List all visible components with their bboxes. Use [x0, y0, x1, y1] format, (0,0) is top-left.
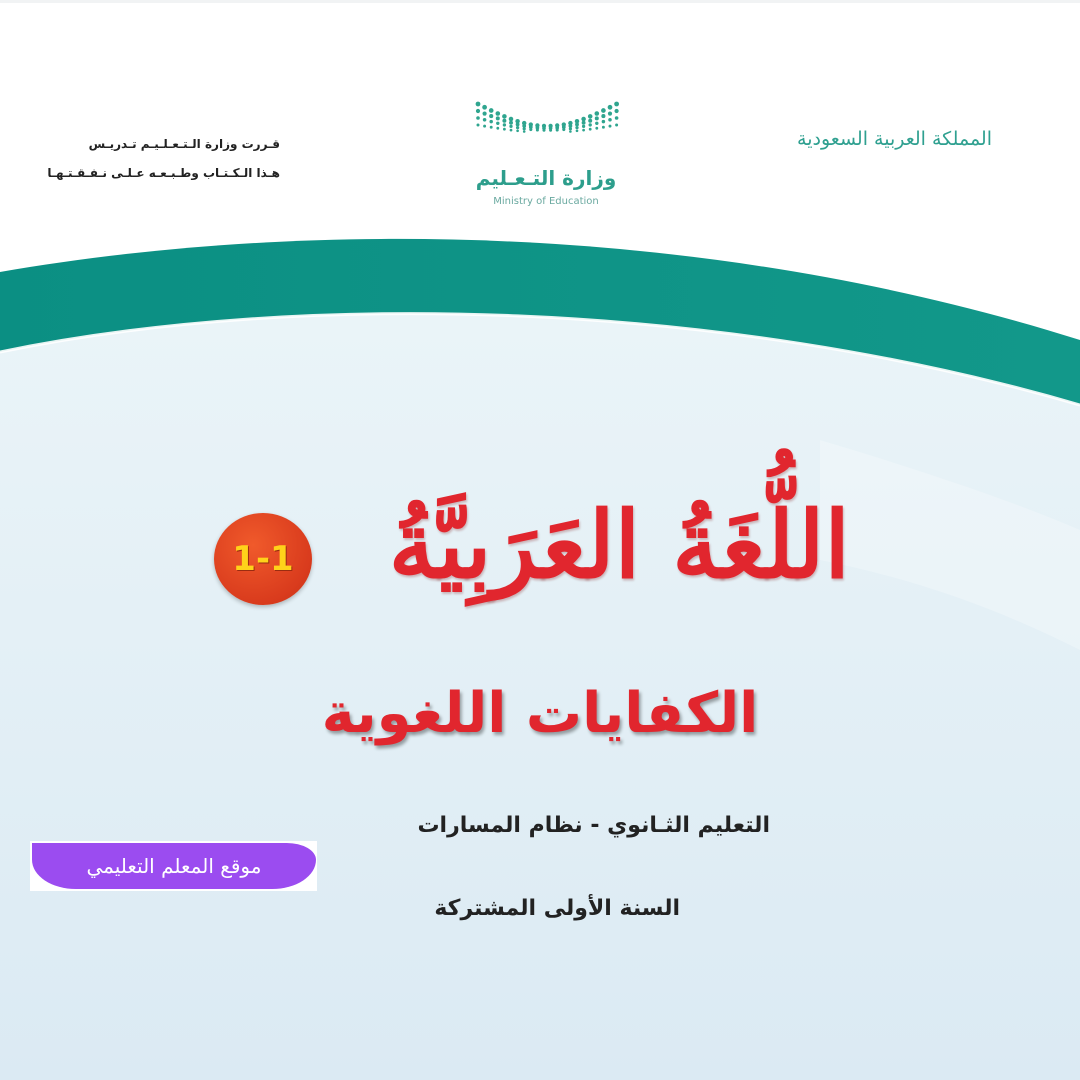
- logo-dot: [569, 130, 572, 133]
- logo-dot: [503, 123, 506, 126]
- logo-dot: [523, 130, 526, 133]
- logo-dot: [614, 102, 619, 107]
- logo-dot: [615, 116, 619, 120]
- part-number-badge: [214, 513, 312, 605]
- logo-dot: [595, 116, 599, 120]
- logo-dot: [516, 129, 519, 132]
- logo-dot: [575, 126, 578, 129]
- logo-dot: [608, 105, 613, 110]
- logo-dot: [569, 127, 572, 130]
- logo-dot: [523, 127, 526, 130]
- logo-dot: [576, 129, 579, 132]
- logo-dot: [588, 119, 592, 123]
- logo-dot: [489, 108, 494, 113]
- logo-dot: [495, 111, 500, 116]
- logo-dot: [496, 116, 500, 120]
- cover-background: [0, 230, 1080, 1080]
- logo-dot: [549, 129, 552, 132]
- approval-statement: [30, 130, 280, 188]
- logo-dot: [509, 121, 513, 125]
- logo-dot: [582, 121, 586, 125]
- logo-dot: [490, 126, 493, 129]
- logo-dot: [601, 114, 605, 118]
- logo-dot: [615, 124, 618, 127]
- logo-dot: [516, 126, 519, 129]
- logo-dot: [575, 122, 579, 126]
- logo-dot: [589, 123, 592, 126]
- logo-dot: [594, 111, 599, 116]
- ministry-name-en: Ministry of Education: [493, 196, 599, 207]
- book-title: اللُّغَةُ العَرَبِيَّةُ: [388, 491, 850, 599]
- logo-dot: [516, 122, 520, 126]
- logo-dot: [582, 129, 585, 132]
- logo-dot: [476, 116, 480, 120]
- logo-dot: [542, 129, 545, 132]
- logo-dot: [503, 128, 506, 131]
- logo-dot: [477, 124, 480, 127]
- logo-dot: [582, 125, 585, 128]
- logo-dot: [601, 108, 606, 113]
- logo-dot: [608, 112, 612, 116]
- logo-dot: [608, 118, 612, 122]
- watermark-badge[interactable]: [32, 843, 316, 889]
- ministry-name-ar: وزارة التـعـليم: [475, 166, 617, 190]
- logo-dot: [509, 117, 514, 122]
- logo-dot: [615, 109, 619, 113]
- part-number: 1-1: [232, 539, 294, 579]
- logo-dot: [595, 122, 598, 125]
- logo-dot: [536, 128, 539, 131]
- academic-year: السنة الأولى المشتركة: [434, 896, 680, 921]
- logo-dot: [556, 128, 559, 131]
- logo-dot: [483, 125, 486, 128]
- logo-dot: [502, 114, 507, 119]
- approval-line-1: قـررت وزارة الـتـعـلـيـم تـدريـس: [88, 137, 280, 151]
- logo-dot: [476, 102, 481, 107]
- book-subtitle: الكفايات اللغوية: [321, 681, 759, 746]
- logo-dot: [496, 127, 499, 130]
- logo-dot: [482, 105, 487, 110]
- logo-dot: [609, 125, 612, 128]
- kingdom-name: المملكة العربية السعودية: [797, 128, 992, 150]
- education-level: التعليم الثـانوي - نظام المسارات: [417, 813, 770, 838]
- logo-dot: [602, 120, 605, 123]
- logo-dot: [581, 117, 586, 122]
- logo-dot: [529, 128, 532, 131]
- logo-dot: [562, 128, 565, 131]
- watermark-label: موقع المعلم التعليمي: [86, 854, 262, 878]
- top-border: [0, 0, 1080, 3]
- logo-dot: [588, 114, 593, 119]
- logo-dot: [483, 112, 487, 116]
- logo-dot: [502, 119, 506, 123]
- logo-dot: [595, 127, 598, 130]
- logo-dot: [496, 122, 499, 125]
- logo-dot: [489, 120, 492, 123]
- logo-dot: [509, 125, 512, 128]
- logo-dot: [510, 129, 513, 132]
- approval-line-2: هـذا الـكـتـاب وطـبـعـه عـلـى نـفـقـتـهـا: [47, 166, 280, 180]
- logo-dot: [589, 128, 592, 131]
- logo-dot: [476, 109, 480, 113]
- logo-dot: [483, 118, 487, 122]
- logo-dot: [489, 114, 493, 118]
- logo-dot: [602, 126, 605, 129]
